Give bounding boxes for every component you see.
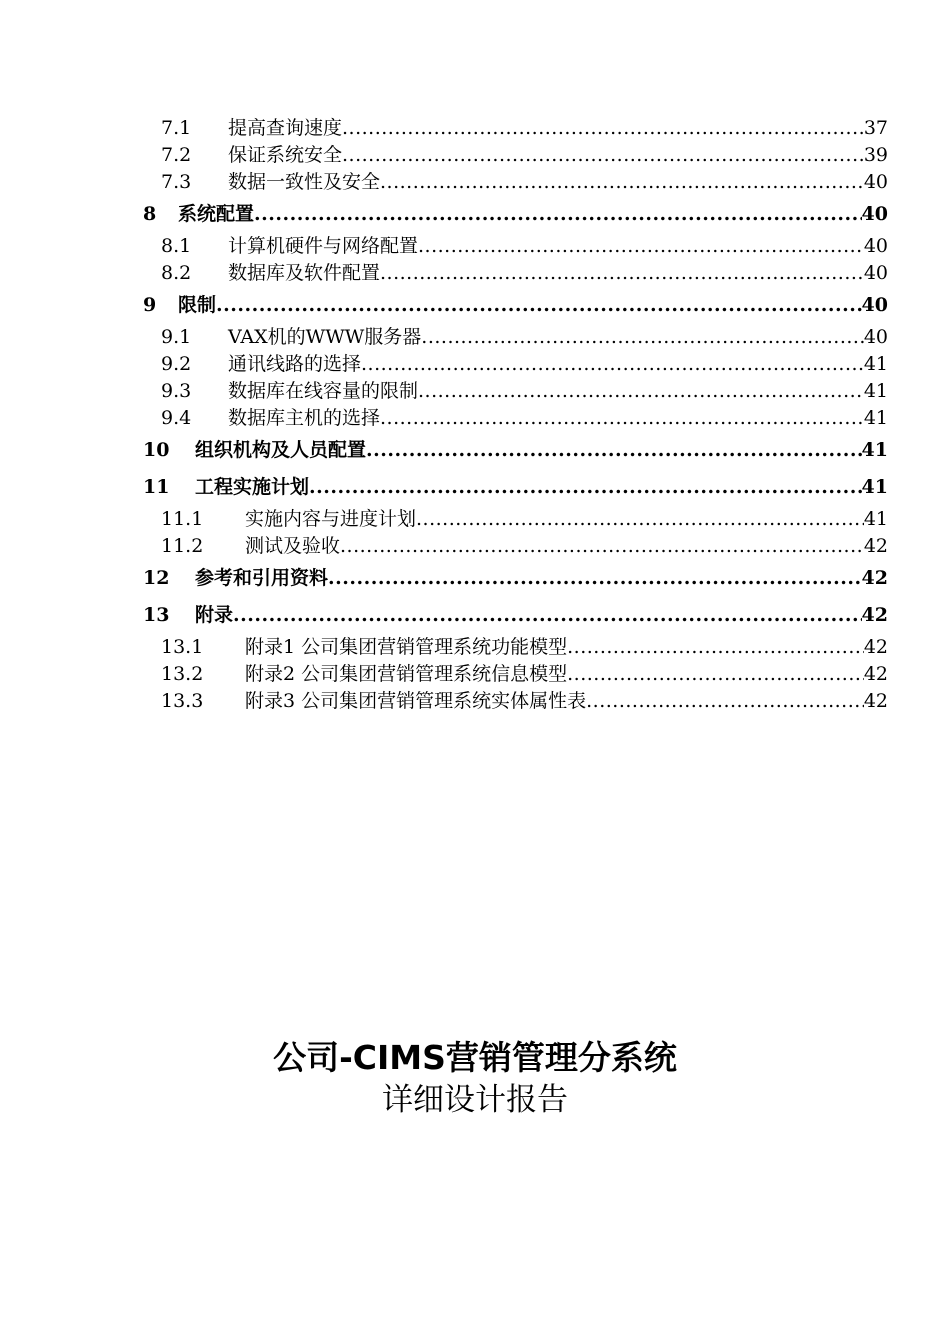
toc-entry[interactable] <box>0 169 950 196</box>
document-title <box>0 1036 950 1120</box>
toc-entry[interactable] <box>0 351 950 378</box>
toc-entry-page: 39 <box>863 144 888 166</box>
toc-entry[interactable] <box>0 432 950 469</box>
toc-entry-page: 40 <box>863 171 888 193</box>
toc-entry-title: 组织机构及人员配置 <box>195 432 366 469</box>
toc-entry-page: 42 <box>863 535 888 557</box>
toc-entry-number: 9.2 <box>161 353 192 375</box>
toc-entry[interactable] <box>0 597 950 634</box>
toc-entry-title: 计算机硬件与网络配置 <box>228 233 418 260</box>
toc-entry[interactable] <box>0 469 950 506</box>
toc-entry-title: 数据库主机的选择 <box>228 405 380 432</box>
toc-entry-number: 12 <box>143 567 170 589</box>
toc-entry-title: 系统配置 <box>178 196 254 233</box>
toc-entry-title: VAX机的WWW服务器 <box>228 324 421 351</box>
document-title-line1: 公司-CIMS营销管理分系统 <box>273 1038 677 1077</box>
toc-entry-page: 41 <box>863 353 888 375</box>
toc-entry-title: 限制 <box>178 287 216 324</box>
toc-entry-page: 40 <box>861 203 888 225</box>
toc-entry-title: 附录2 公司集团营销管理系统信息模型 <box>245 661 567 688</box>
toc-entry-page: 40 <box>861 294 888 316</box>
toc-entry-page: 42 <box>863 690 888 712</box>
toc-entry-number: 7.3 <box>161 171 192 193</box>
toc-entry-page: 40 <box>863 235 888 257</box>
toc-entry[interactable] <box>0 142 950 169</box>
toc-entry-page: 41 <box>861 476 888 498</box>
toc-entry-number: 9.3 <box>161 380 192 402</box>
toc-dot-leader <box>567 634 864 661</box>
toc-entry-page: 42 <box>863 663 888 685</box>
toc-entry[interactable] <box>0 405 950 432</box>
toc-entry-page: 42 <box>863 636 888 658</box>
toc-entry-number: 10 <box>143 439 170 461</box>
toc-entry-page: 41 <box>863 508 888 530</box>
toc-entry-number: 13.1 <box>161 636 204 658</box>
toc-dot-leader <box>366 432 862 469</box>
toc-entry[interactable] <box>0 260 950 287</box>
document-title-line2: 详细设计报告 <box>382 1082 568 1118</box>
toc-entry-title: 测试及验收 <box>245 533 340 560</box>
toc-dot-leader <box>342 115 864 142</box>
toc-entry[interactable] <box>0 506 950 533</box>
toc-dot-leader <box>361 351 864 378</box>
toc-dot-leader <box>342 142 864 169</box>
toc-dot-leader <box>380 260 864 287</box>
toc-dot-leader <box>216 287 862 324</box>
toc-entry-title: 实施内容与进度计划 <box>245 506 416 533</box>
toc-dot-leader <box>340 533 864 560</box>
toc-entry-number: 13.3 <box>161 690 204 712</box>
toc-entry[interactable] <box>0 560 950 597</box>
toc-entry[interactable] <box>0 533 950 560</box>
toc-entry-number: 8 <box>143 203 157 225</box>
table-of-contents <box>0 115 950 715</box>
toc-dot-leader <box>567 661 864 688</box>
toc-entry-page: 41 <box>861 439 888 461</box>
toc-entry-number: 13.2 <box>161 663 204 685</box>
toc-dot-leader <box>254 196 862 233</box>
toc-entry-page: 42 <box>861 604 888 626</box>
toc-dot-leader <box>328 560 862 597</box>
toc-entry-number: 7.2 <box>161 144 192 166</box>
toc-entry-title: 提高查询速度 <box>228 115 342 142</box>
toc-dot-leader <box>416 506 864 533</box>
toc-entry[interactable] <box>0 661 950 688</box>
toc-entry-page: 41 <box>863 407 888 429</box>
toc-entry-title: 附录3 公司集团营销管理系统实体属性表 <box>245 688 586 715</box>
toc-entry-title: 数据库在线容量的限制 <box>228 378 418 405</box>
toc-entry[interactable] <box>0 688 950 715</box>
toc-entry[interactable] <box>0 196 950 233</box>
toc-dot-leader <box>418 233 864 260</box>
toc-entry-number: 11.1 <box>161 508 204 530</box>
toc-dot-leader <box>309 469 862 506</box>
toc-entry[interactable] <box>0 324 950 351</box>
toc-entry-title: 参考和引用资料 <box>195 560 328 597</box>
toc-entry[interactable] <box>0 378 950 405</box>
toc-entry[interactable] <box>0 287 950 324</box>
toc-entry-number: 11.2 <box>161 535 204 557</box>
toc-entry-number: 8.1 <box>161 235 192 257</box>
toc-entry-page: 40 <box>863 326 888 348</box>
toc-entry[interactable] <box>0 115 950 142</box>
toc-entry-title: 附录 <box>195 597 233 634</box>
toc-dot-leader <box>233 597 862 634</box>
toc-entry-page: 42 <box>861 567 888 589</box>
toc-entry-title: 附录1 公司集团营销管理系统功能模型 <box>245 634 567 661</box>
toc-entry-title: 工程实施计划 <box>195 469 309 506</box>
toc-dot-leader <box>586 688 864 715</box>
toc-dot-leader <box>380 405 864 432</box>
toc-entry-number: 9 <box>143 294 157 316</box>
toc-entry-page: 40 <box>863 262 888 284</box>
toc-dot-leader <box>380 169 864 196</box>
toc-entry-title: 保证系统安全 <box>228 142 342 169</box>
toc-entry-number: 9.4 <box>161 407 192 429</box>
toc-entry-page: 41 <box>863 380 888 402</box>
toc-entry[interactable] <box>0 233 950 260</box>
toc-entry-number: 8.2 <box>161 262 192 284</box>
toc-entry-number: 9.1 <box>161 326 192 348</box>
toc-entry-page: 37 <box>863 117 888 139</box>
toc-dot-leader <box>421 324 864 351</box>
toc-entry-title: 数据一致性及安全 <box>228 169 380 196</box>
toc-entry-title: 数据库及软件配置 <box>228 260 380 287</box>
toc-entry-number: 13 <box>143 604 170 626</box>
toc-entry[interactable] <box>0 634 950 661</box>
toc-dot-leader <box>418 378 864 405</box>
toc-entry-number: 7.1 <box>161 117 192 139</box>
toc-entry-title: 通讯线路的选择 <box>228 351 361 378</box>
toc-entry-number: 11 <box>143 476 170 498</box>
